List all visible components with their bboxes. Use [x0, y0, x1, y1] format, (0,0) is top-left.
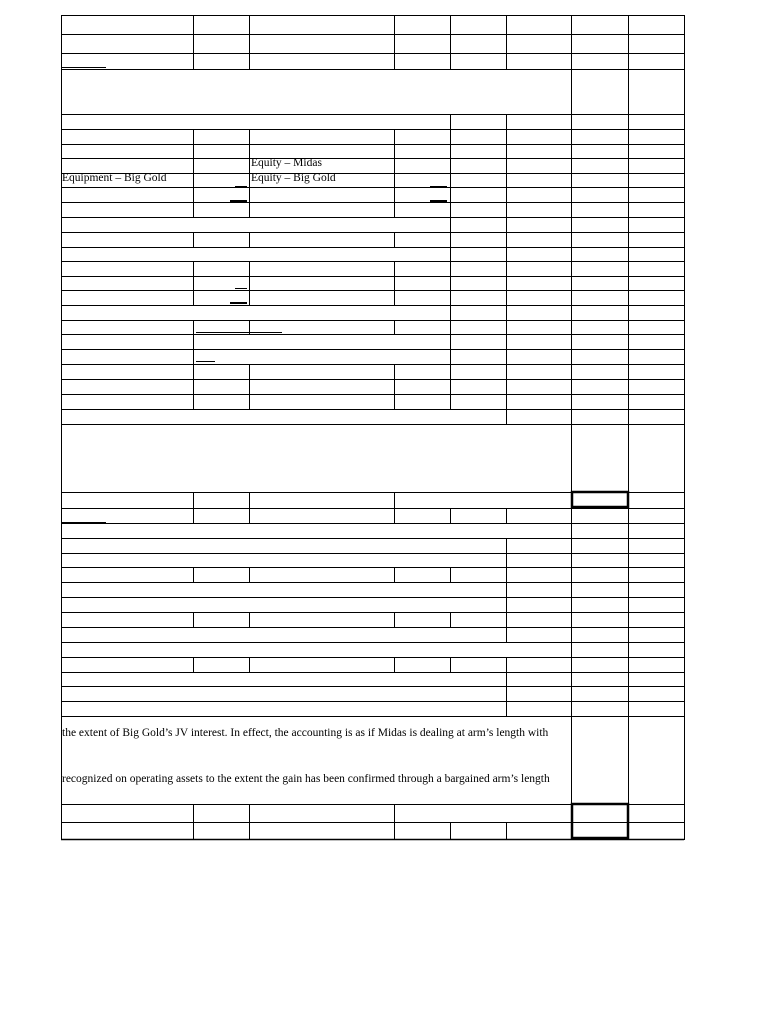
- highlighted-cell: [572, 492, 628, 507]
- underline-mark: [196, 332, 282, 333]
- underline-mark: [62, 522, 106, 523]
- underline-mark: [62, 67, 106, 68]
- account-equity-big-gold: Equity – Big Gold: [251, 172, 336, 184]
- account-equipment-big-gold: Equipment – Big Gold: [62, 172, 167, 184]
- underline-mark: [235, 288, 247, 289]
- highlighted-cell: [572, 804, 628, 838]
- explanation-line-2: recognized on operating assets to the extent the gain has been confirmed through a bargained arm’s length: [62, 773, 550, 785]
- underline-mark: [430, 186, 447, 187]
- underline-mark: [235, 186, 247, 187]
- double-underline-mark: [230, 200, 247, 202]
- account-equity-midas: Equity – Midas: [251, 157, 322, 169]
- double-underline-mark: [230, 302, 247, 304]
- underline-mark: [196, 361, 215, 362]
- double-underline-mark: [430, 200, 447, 202]
- explanation-line-1: the extent of Big Gold’s JV interest. In effect, the accounting is as if Midas is dealing at arm’s length with: [62, 727, 549, 739]
